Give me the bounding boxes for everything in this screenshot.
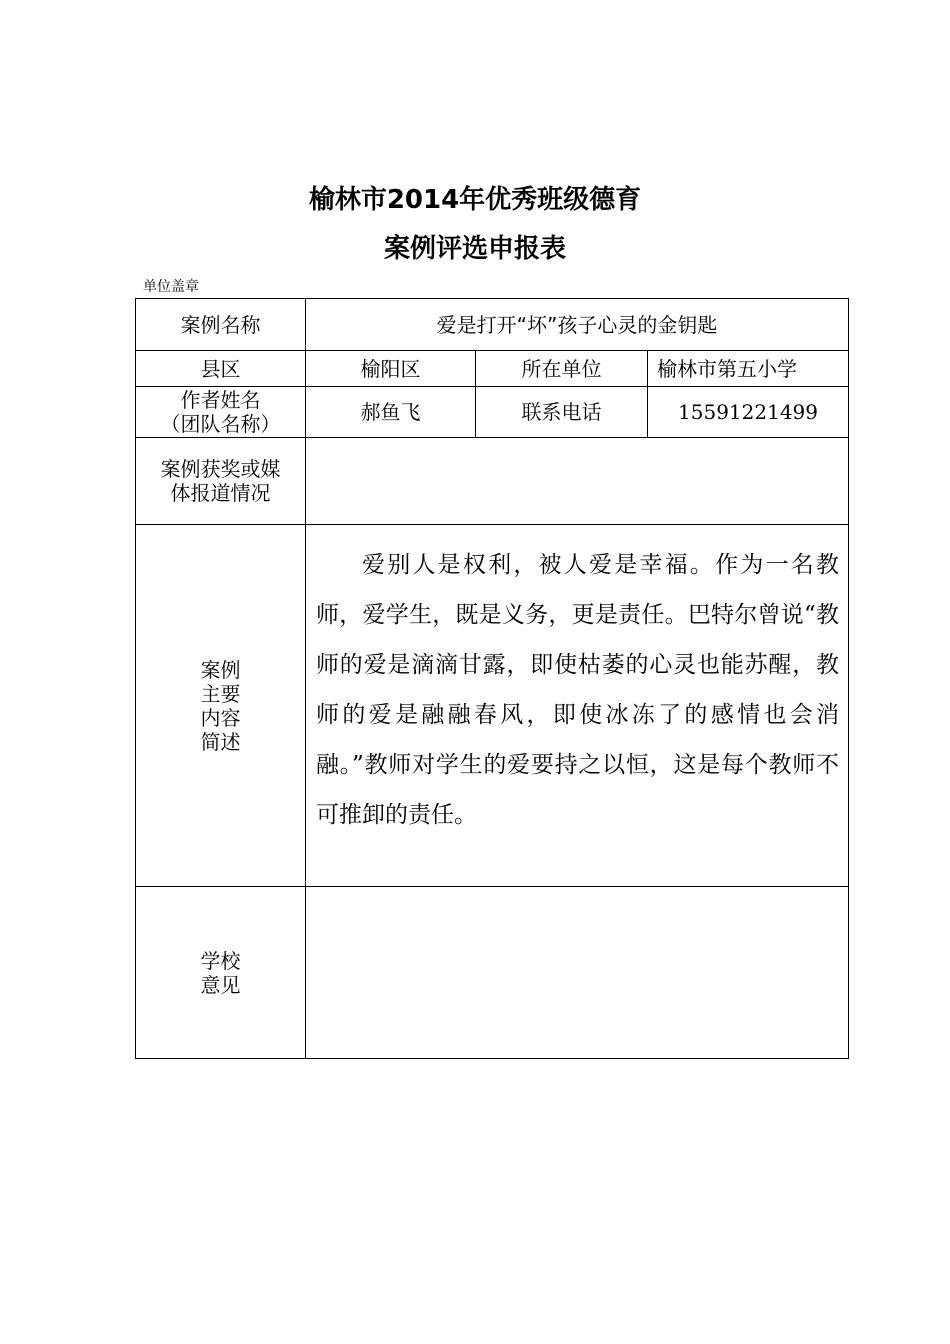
unit-value: 榆林市第五小学: [648, 351, 849, 387]
phone-label: 联系电话: [476, 387, 648, 438]
county-label: 县区: [136, 351, 306, 387]
row-county: [136, 351, 849, 387]
school-opinion-label-line: 学校: [200, 948, 241, 973]
school-opinion-label-line: 意见: [200, 972, 241, 997]
author-label: [136, 387, 306, 438]
stamp-label: 单位盖章: [143, 279, 199, 295]
school-opinion-value: [306, 887, 849, 1059]
summary-label-line: 简述: [200, 729, 241, 754]
award-label: [136, 438, 306, 525]
summary-label-line: 内容: [200, 705, 241, 730]
award-label-line1: 案例获奖或媒: [160, 457, 281, 481]
form-title-line2: 案例评选申报表: [383, 234, 566, 264]
application-form-table: [135, 298, 849, 1059]
row-award: [136, 438, 849, 525]
row-case-name: [136, 299, 849, 351]
summary-text: 爱别人是权利，被人爱是幸福。作为一名教师，爱学生，既是义务，更是责任。巴特尔曾说“教师的爱是滴滴甘露，即使枯萎的心灵也能苏醒，教师的爱是融融春风，即使冰冻了的感情也会消融。”教师对学生的爱要持之以恒，这是每个教师不可推卸的责任。: [316, 552, 840, 828]
summary-label: [136, 525, 306, 887]
unit-label: 所在单位: [476, 351, 648, 387]
school-opinion-label: [136, 887, 306, 1059]
county-value: 榆阳区: [306, 351, 476, 387]
author-label-line1: 作者姓名: [180, 388, 261, 412]
row-author: [136, 387, 849, 438]
summary-value-cell: [306, 525, 849, 887]
author-value: 郝鱼飞: [306, 387, 476, 438]
award-value: [306, 438, 849, 525]
phone-value: 15591221499: [648, 387, 849, 438]
form-title-line1: 榆林市2014年优秀班级德育: [308, 185, 642, 215]
summary-label-line: 案例: [200, 657, 241, 682]
case-name-label: 案例名称: [136, 299, 306, 351]
award-label-line2: 体报道情况: [170, 481, 271, 505]
row-summary: [136, 525, 849, 887]
summary-label-line: 主要: [200, 681, 241, 706]
row-school-opinion: [136, 887, 849, 1059]
author-label-line2: （团队名称）: [160, 412, 281, 436]
case-name-value: 爱是打开“坏”孩子心灵的金钥匙: [306, 299, 849, 351]
